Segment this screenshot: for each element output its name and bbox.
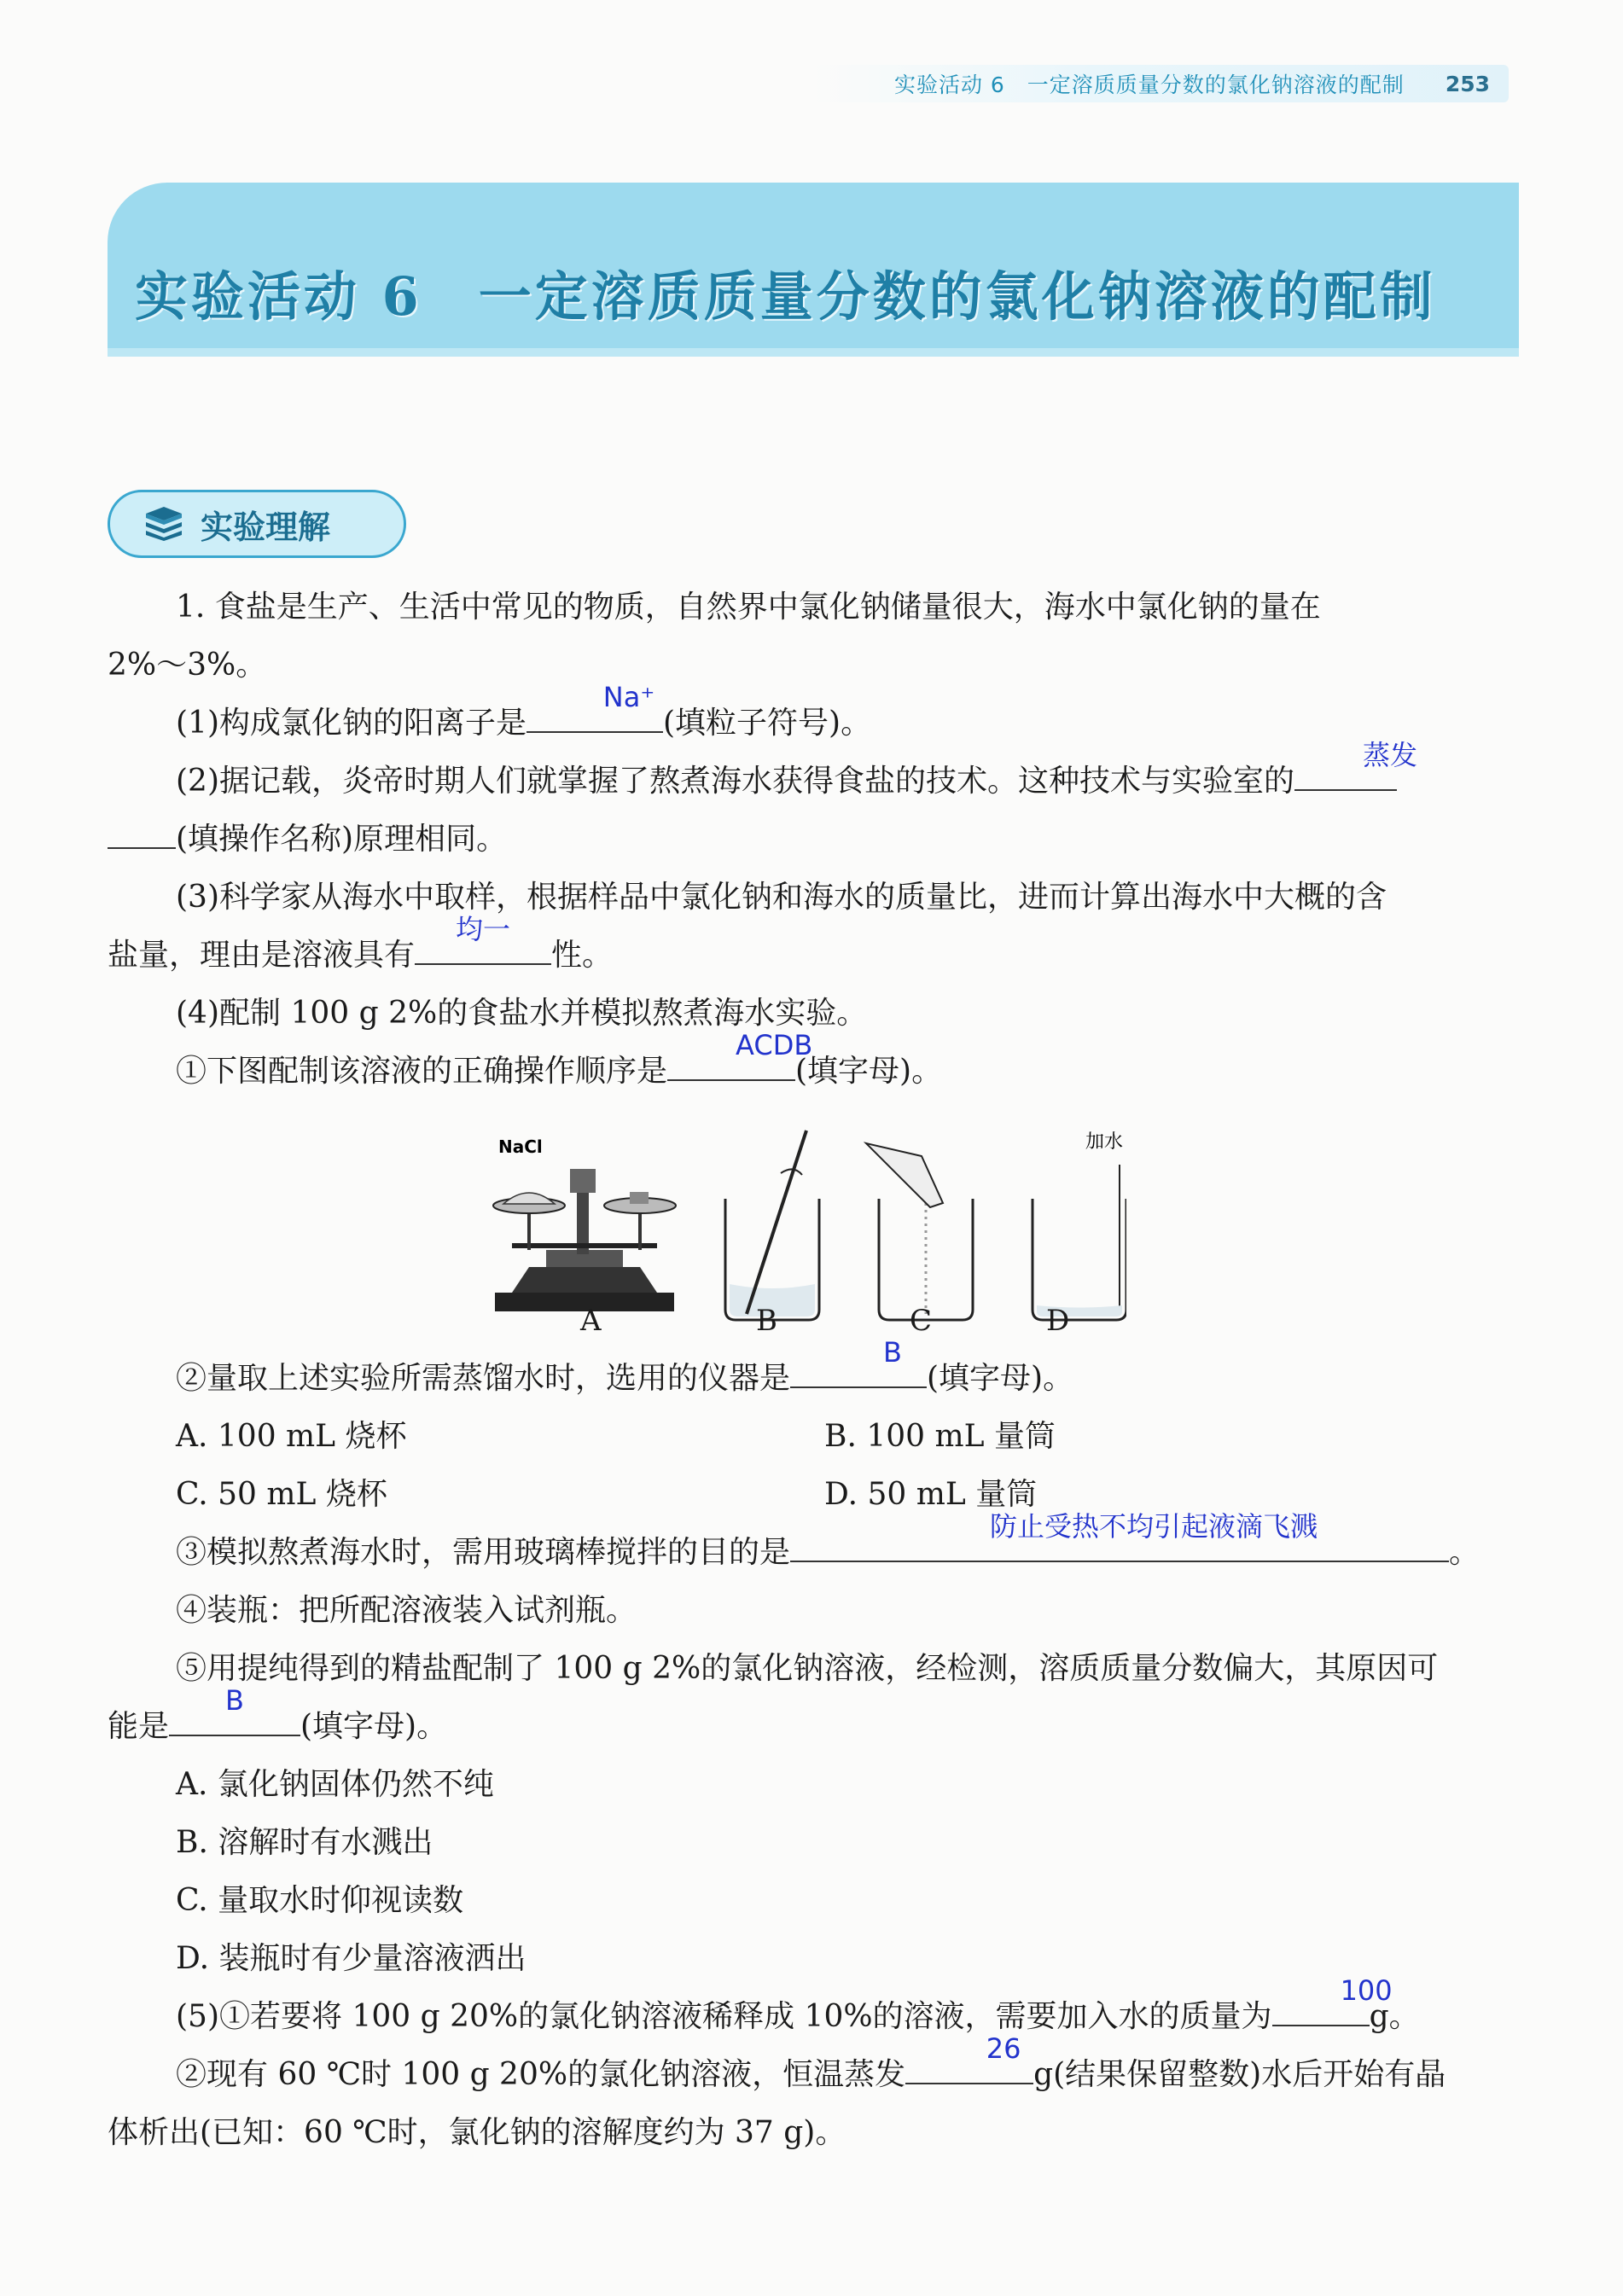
- q1-step5-line2: [108, 1684, 1519, 1756]
- q1-part5-1-answer: 100: [1340, 1974, 1393, 2007]
- section-heading: [108, 490, 406, 558]
- q1-step2-pre: ②量取上述实验所需蒸馏水时，选用的仪器是: [176, 1361, 791, 1396]
- q1-step2: [108, 1336, 1519, 1408]
- answer-blank[interactable]: [667, 1029, 813, 1081]
- q1-step5-answer: B: [225, 1684, 244, 1717]
- running-title: 实验活动 6 一定溶质质量分数的氯化钠溶液的配制: [893, 73, 1405, 97]
- q1-step1-post: (填字母)。: [795, 1054, 943, 1089]
- q1-step3-answer: 防止受热不均引起液滴飞溅: [990, 1510, 1318, 1543]
- q1-step5-post: (填字母)。: [300, 1709, 448, 1744]
- book-stack-icon: [143, 507, 185, 541]
- q1-step3-post: 。: [1449, 1535, 1480, 1570]
- page-number: 253: [1445, 71, 1490, 96]
- page-title: 实验活动 6 一定溶质质量分数的氯化钠溶液的配制: [135, 265, 1436, 328]
- add-water-label: 加水: [1085, 1131, 1124, 1153]
- choice-c: C. 量取水时仰视读数: [176, 1883, 464, 1918]
- q1-stem-line2: 2%～3%。: [108, 648, 267, 683]
- choice-d: D. 50 mL 量筒: [824, 1477, 1038, 1512]
- choice-d: D. 装瓶时有少量溶液洒出: [176, 1941, 526, 1976]
- q1-part3-line2: [108, 913, 1519, 985]
- q1-part5-2: [108, 2032, 1519, 2104]
- beaker-stirring-icon: [725, 1131, 819, 1320]
- q1-part2-answer: 蒸发: [1363, 739, 1418, 771]
- figure-label-d: D: [1046, 1304, 1070, 1338]
- apparatus-figure: [478, 1122, 1126, 1344]
- running-head: [812, 65, 1509, 102]
- q1-step1: [108, 1029, 1519, 1101]
- balance-scale-icon: [493, 1169, 676, 1311]
- q1-part1-pre: (1)构成氯化钠的阳离子是: [176, 706, 526, 741]
- answer-blank[interactable]: [169, 1684, 300, 1736]
- q1-step3-pre: ③模拟熬煮海水时，需用玻璃棒搅拌的目的是: [176, 1535, 791, 1570]
- choice-a: A. 100 mL 烧杯: [176, 1419, 407, 1454]
- q1-step4: ④装瓶：把所配溶液装入试剂瓶。: [176, 1593, 637, 1628]
- q1-part5-1-post: g。: [1369, 1999, 1420, 2034]
- title-banner: [108, 183, 1519, 357]
- q1-step1-pre: ①下图配制该溶液的正确操作顺序是: [176, 1054, 668, 1089]
- q1-part3-answer: 均一: [456, 913, 511, 945]
- q1-part3-line1: (3)科学家从海水中取样，根据样品中氯化钠和海水的质量比，进而计算出海水中大概的含: [176, 880, 1387, 915]
- figure-label-c: C: [910, 1304, 933, 1338]
- q1-part2: [108, 739, 1519, 811]
- choice-b: B. 溶解时有水溅出: [176, 1825, 433, 1860]
- q1-part5-2-answer: 26: [986, 2032, 1021, 2065]
- nacl-label: NaCl: [498, 1136, 543, 1157]
- q1-step3: [108, 1510, 1519, 1582]
- q1-stem-line1: 1. 食盐是生产、生活中常见的物质，自然界中氯化钠储量很大，海水中氯化钠的量在: [176, 590, 1321, 625]
- q1-part5-2-post: g(结果保留整数)水后开始有晶: [1033, 2057, 1446, 2092]
- beaker-adding-solid-icon: [866, 1143, 973, 1320]
- section-label: 实验理解: [201, 508, 331, 546]
- answer-blank[interactable]: [905, 2032, 1033, 2084]
- q1-part2-cont: [108, 811, 1519, 869]
- q1-step2-post: (填字母)。: [927, 1361, 1074, 1396]
- q1-step2-answer: B: [883, 1336, 902, 1369]
- q1-part5-2-line2: 体析出(已知：60 ℃时，氯化钠的溶解度约为 37 g)。: [108, 2115, 846, 2150]
- q1-step1-answer: ACDB: [736, 1029, 813, 1061]
- q1-part3-pre: 盐量，理由是溶液具有: [108, 938, 416, 973]
- answer-blank[interactable]: [1272, 1974, 1393, 2026]
- beaker-adding-water-icon: [1033, 1165, 1126, 1320]
- q1-part2-post: (填操作名称)原理相同。: [176, 822, 508, 857]
- q1-part3-post: 性。: [551, 938, 614, 973]
- figure-label-b: B: [756, 1304, 777, 1338]
- q1-step5-pre: 能是: [108, 1709, 170, 1744]
- choice-b: B. 100 mL 量筒: [824, 1419, 1056, 1454]
- figure-label-a: A: [580, 1304, 602, 1338]
- answer-blank[interactable]: [415, 913, 551, 965]
- answer-blank-cont: [108, 813, 176, 849]
- answer-blank[interactable]: [790, 1510, 1449, 1562]
- q1-part1-answer: Na⁺: [602, 681, 655, 713]
- q1-part1-post: (填粒子符号)。: [663, 706, 872, 741]
- q1-step5-line1: ⑤用提纯得到的精盐配制了 100 g 2%的氯化钠溶液，经检测，溶质质量分数偏大，其原因可: [176, 1651, 1439, 1686]
- q1-part5-1-pre: (5)①若要将 100 g 20%的氯化钠溶液稀释成 10%的溶液，需要加入水的质量为: [176, 1999, 1272, 2034]
- q1-part2-pre: (2)据记载，炎帝时期人们就掌握了熬煮海水获得食盐的技术。这种技术与实验室的: [176, 764, 1294, 799]
- q1-part5-1: [108, 1974, 1519, 2046]
- choice-a: A. 氯化钠固体仍然不纯: [176, 1767, 494, 1802]
- answer-blank[interactable]: [790, 1336, 927, 1388]
- q1-part5-2-pre: ②现有 60 ℃时 100 g 20%的氯化钠溶液，恒温蒸发: [176, 2057, 906, 2092]
- choice-c: C. 50 mL 烧杯: [176, 1477, 387, 1512]
- answer-blank[interactable]: [1294, 739, 1418, 791]
- q1-part4: (4)配制 100 g 2%的食盐水并模拟熬煮海水实验。: [176, 996, 868, 1031]
- answer-blank[interactable]: [526, 681, 663, 733]
